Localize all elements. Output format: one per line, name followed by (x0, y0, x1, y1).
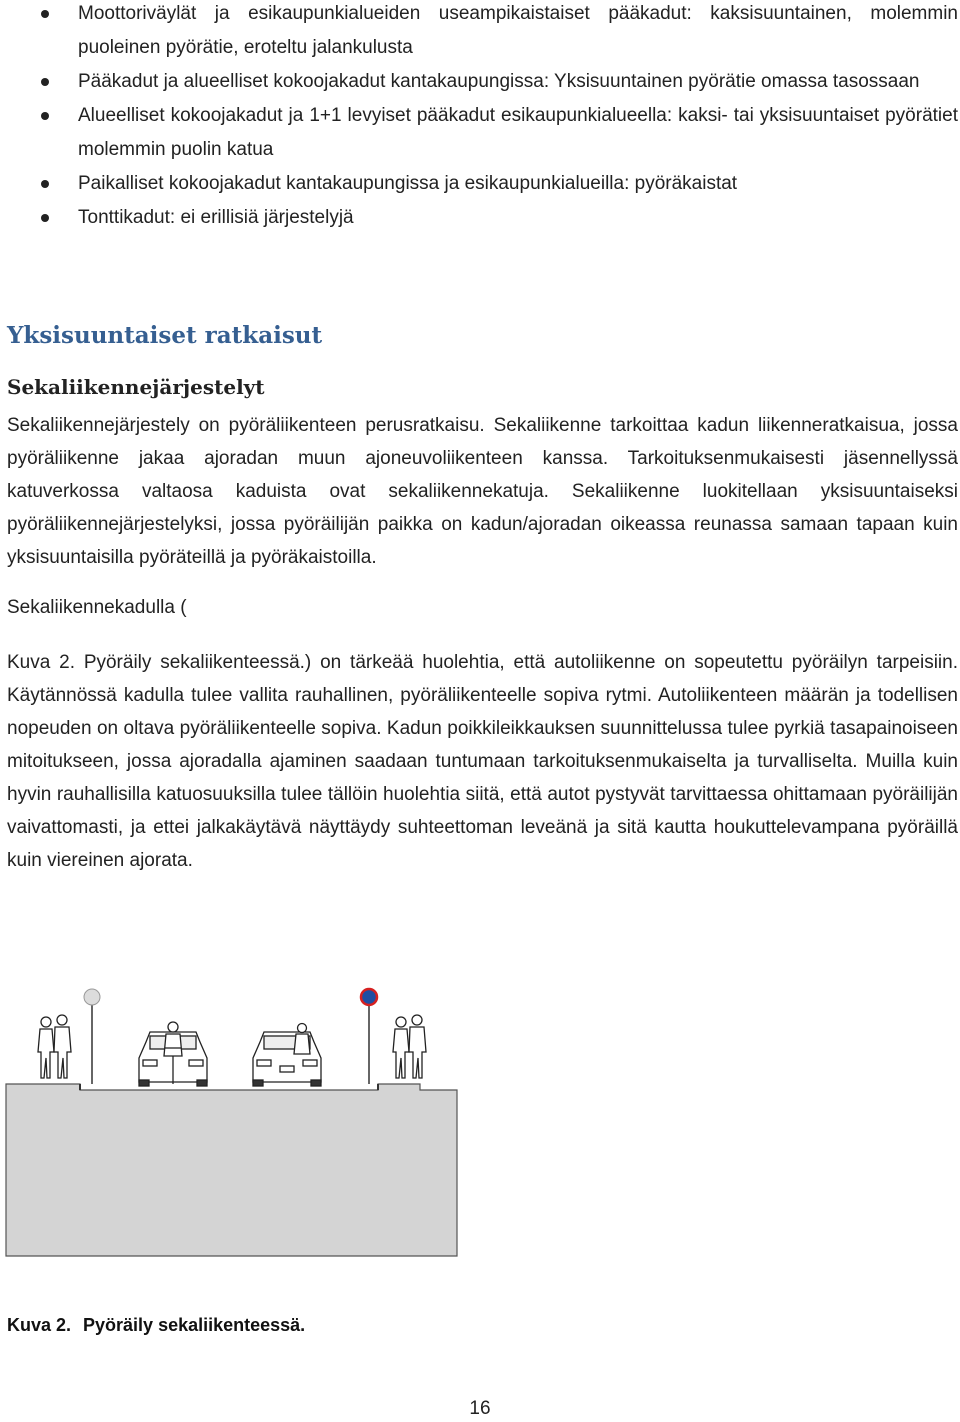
bullet-dot-icon (41, 214, 49, 222)
bicycle-sign-icon (361, 989, 377, 1005)
page-number: 16 (469, 1398, 491, 1419)
bullet-text: Paikalliset kokoojakadut kantakaupungissa ja esikaupunkialueilla: pyöräkaistat (78, 173, 738, 194)
bullet-dot-icon (41, 78, 49, 86)
bullet-text: Tonttikadut: ei erillisiä järjestelyjä (78, 207, 354, 228)
pedestrian-left-1 (38, 1017, 54, 1078)
bullet-item (0, 0, 960, 65)
paragraph-mixed-traffic-requirements: Kuva 2. Pyöräily sekaliikenteessä.) on tärkeää huolehtia, että autoliikenne on sopeutettu pyöräilyn tarpeisiin. Käytännössä kadulla tulee vallita rauhallinen, pyöräliikenteelle sopiva rytmi. Autoliikenteen määrän ja todellisen nopeuden on oltava pyöräliikenteelle sopiva. Kadun poikkileikkauksen suunnittelussa tulee pyrkiä tasapainoiseen mitoitukseen, jossa ajoradalla ajaminen saadaan tuntumaan tarkoituksenmukaiselta ja turvalliselta. Muilla kuin hyvin rauhallisilla katuosuuksilla tulee tällöin huolehtia siitä, että autot pystyvät tarvittaessa ohittamaan pyöräilijän vaivattomasti, ja ettei jalkakäytävä näyttäydy suhteettoman leveänä ja sitä kautta houkuttelevampana pyöräillä kuin viereinen ajorata. (7, 652, 958, 871)
section-heading: Yksisuuntaiset ratkaisut (7, 322, 323, 349)
bullet-dot-icon (41, 10, 49, 18)
paragraph-mixed-traffic-street: Sekaliikennekadulla ( (7, 597, 187, 618)
bullet-dot-icon (41, 180, 49, 188)
bullet-text: Moottoriväylät ja esikaupunkialueiden useampikaistaiset pääkadut: kaksisuuntainen, molemmin puoleinen pyörätie, eroteltu jalankulusta (78, 3, 958, 58)
bullet-item (0, 99, 960, 167)
sign-post-right (361, 989, 377, 1084)
bullet-item (0, 167, 960, 201)
pedestrian-left-2 (54, 1015, 71, 1078)
pedestrian-right-1 (393, 1017, 409, 1078)
sign-post-left (84, 989, 100, 1084)
figure-caption (7, 1315, 305, 1336)
street-cross-section-figure (0, 980, 960, 1270)
bullet-text: Alueelliset kokoojakadut ja 1+1 levyiset pääkadut esikaupunkialueella: kaksi- tai yksisuuntaiset pyörätiet molemmin puolin katua (78, 105, 958, 160)
pedestrian-by-car (294, 1024, 310, 1055)
caption-text: Pyöräily sekaliikenteessä. (83, 1315, 306, 1335)
bullet-item (0, 65, 960, 99)
paragraph-mixed-traffic-intro: Sekaliikennejärjestely on pyöräliikenteen perusratkaisu. Sekaliikenne tarkoittaa kadun liikenneratkaisua, jossa pyöräliikenne jakaa ajoradan muun ajoneuvoliikenteen kanssa. Tarkoituksenmukaisesti jäsennellyssä katuverkossa valtaosa kaduista ovat sekaliikennekatuja. Sekaliikenne luokitellaan yksisuuntaiseksi pyöräliikennejärjestelyksi, jossa pyöräilijän paikka on kadun/ajoradan oikeassa reunassa samaan tapaan kuin yksisuuntaisilla pyöräteillä ja pyöräkaistoilla. (7, 415, 958, 568)
bullet-text: Pääkadut ja alueelliset kokoojakadut kantakaupungissa: Yksisuuntainen pyörätie omassa tasossaan (78, 71, 920, 92)
pedestrian-right-2 (409, 1015, 426, 1078)
car-right (253, 1032, 321, 1086)
street-ground (6, 1084, 457, 1256)
bullet-item (0, 201, 960, 235)
caption-number: Kuva 2. (7, 1315, 72, 1335)
bullet-list (0, 0, 960, 235)
bullet-dot-icon (41, 112, 49, 120)
subsection-heading: Sekaliikennejärjestelyt (7, 375, 265, 399)
